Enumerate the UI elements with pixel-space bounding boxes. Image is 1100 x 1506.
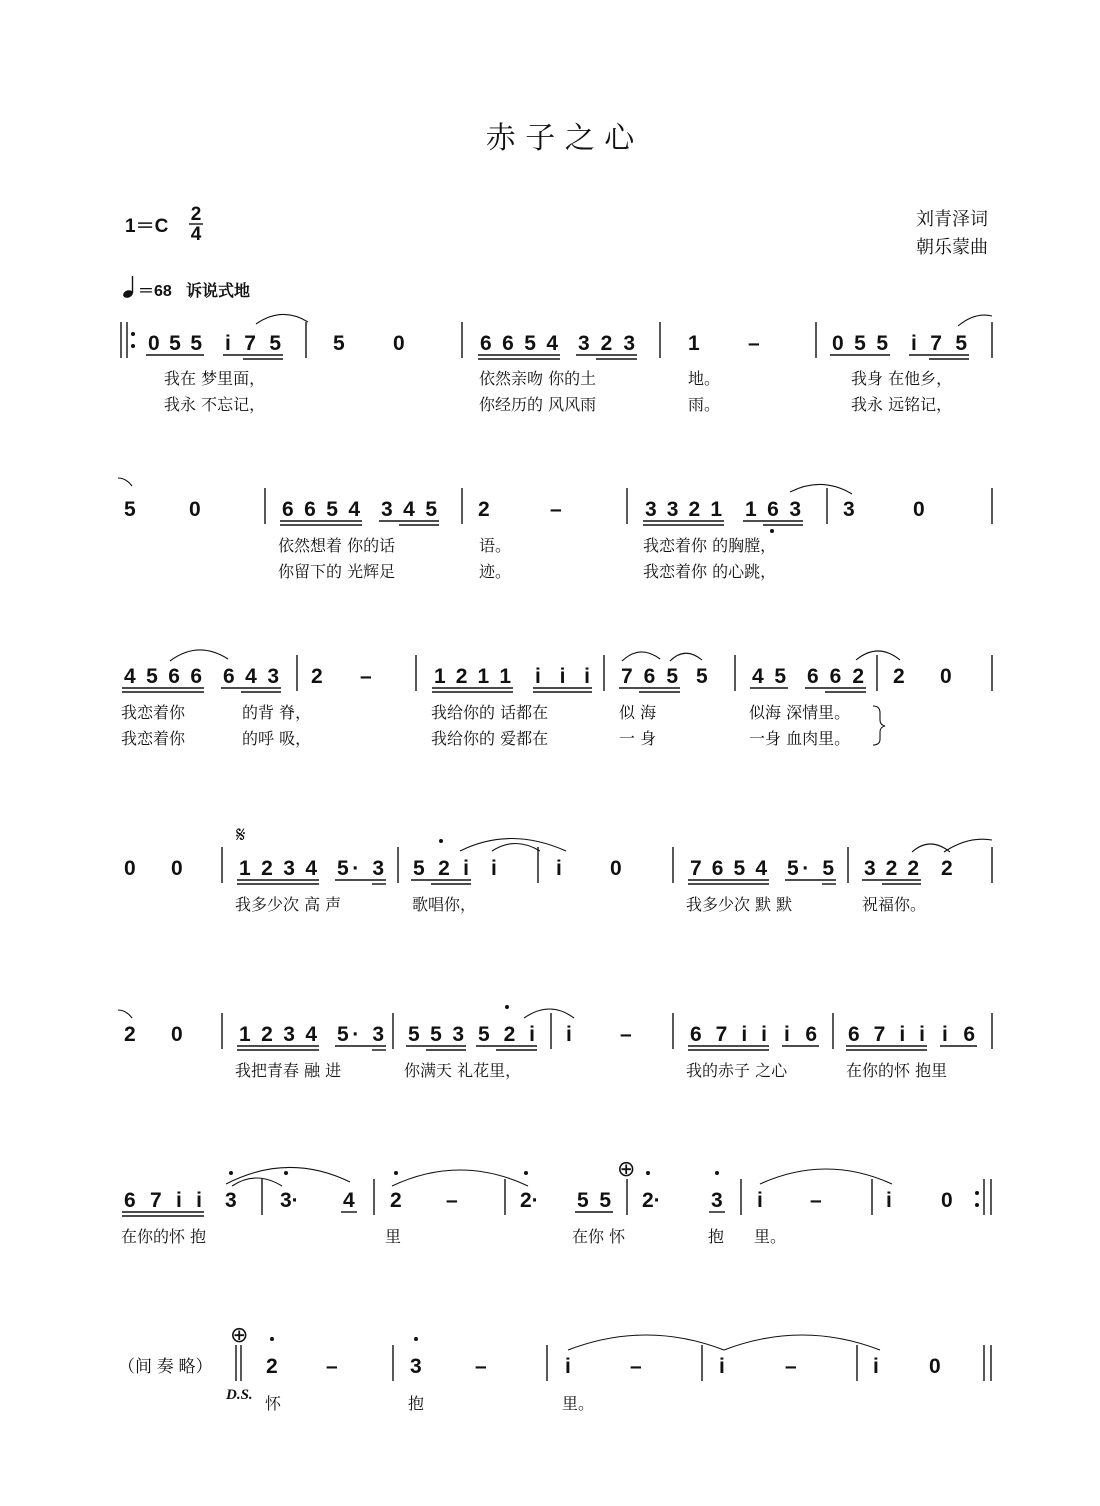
lyric: 我给你的 话都在 — [431, 703, 549, 722]
note: 5 — [696, 665, 708, 688]
song-title: 赤 子 之 心 — [485, 121, 635, 156]
note: i — [491, 857, 497, 880]
high-octave-dot — [414, 1337, 418, 1341]
repeat-dot — [975, 1191, 979, 1195]
high-octave-dot — [715, 1171, 719, 1175]
note: 2 — [311, 665, 323, 688]
staff-line-5 — [118, 1005, 992, 1080]
high-octave-dot — [394, 1171, 398, 1175]
note: 2 — [893, 665, 905, 688]
high-octave-dot — [439, 839, 443, 843]
tie — [118, 478, 132, 486]
note: 2 — [941, 857, 953, 880]
lyric: 依然想着 你的话 — [278, 536, 396, 555]
note: 2 — [478, 498, 490, 521]
lyric: 祝福你。 — [862, 895, 927, 914]
note-group: 3 4 5 — [381, 498, 437, 521]
lyric: 似 海 — [619, 703, 657, 722]
lyric: 抱 — [708, 1227, 725, 1246]
dash: – — [630, 1355, 642, 1378]
lyric: 我恋着你 的心跳， — [643, 562, 777, 581]
high-octave-dot — [646, 1171, 650, 1175]
note-group: 5 2 i — [413, 857, 469, 880]
note: 3 — [711, 1189, 723, 1212]
segno-sign: 𝄋 — [236, 823, 246, 848]
repeat-dot — [131, 332, 135, 336]
lyric: 似海 深情里。 — [749, 703, 851, 722]
composer: 朝乐蒙曲 — [916, 237, 988, 258]
lyric: 在你 怀 — [572, 1227, 626, 1246]
note: 2 — [266, 1355, 278, 1378]
rest: 0 — [929, 1355, 941, 1378]
key-signature: 1＝C — [125, 216, 169, 237]
lyric: 歌唱你， — [412, 895, 477, 914]
note: 2 — [124, 1023, 136, 1046]
tie — [392, 1170, 528, 1186]
note-group: 3 3 2 1 — [645, 498, 722, 521]
note: 2· — [642, 1189, 661, 1212]
low-octave-dot — [770, 529, 774, 533]
rest: 0 — [189, 498, 201, 521]
tie — [256, 314, 308, 324]
note: 5 — [333, 332, 345, 355]
lyric: 你满天 礼花里， — [404, 1061, 522, 1080]
note: i — [565, 1355, 571, 1378]
lyric: 地。 — [688, 369, 721, 388]
note: 3 — [843, 498, 855, 521]
note: i — [556, 857, 562, 880]
lyric: 迹。 — [479, 562, 512, 581]
note: 1 — [688, 332, 700, 355]
note-group: i 6 — [784, 1023, 817, 1046]
note-group: 6 7 i i — [690, 1023, 767, 1046]
lyric: 里。 — [754, 1227, 787, 1246]
note-group: 1 2 3 4 — [239, 1023, 317, 1046]
dash: – — [446, 1189, 458, 1212]
lyric: 我多少次 默 默 — [686, 895, 793, 914]
tie — [670, 653, 702, 661]
staff-line-2 — [118, 478, 992, 581]
rest: 0 — [393, 332, 405, 355]
note-group: 6 4 3 — [223, 665, 279, 688]
note-group: 5· 3 — [337, 857, 384, 880]
note-group: 6 6 2 — [807, 665, 864, 688]
repeat-dot — [131, 344, 135, 348]
note-group: 5· 3 — [337, 1023, 384, 1046]
note: 3 — [225, 1189, 237, 1212]
lyric: 一 身 — [619, 729, 657, 748]
staff-line-4 — [124, 823, 992, 914]
note-group: 6 6 5 4 — [282, 498, 360, 521]
note-group: 5 5 — [577, 1189, 611, 1212]
staff-line-3 — [121, 650, 992, 748]
dash: – — [550, 498, 562, 521]
tempo-bpm: ＝68 — [138, 283, 172, 300]
lyric: 依然亲吻 你的土 — [479, 369, 597, 388]
tie — [524, 1009, 574, 1018]
time-signature-top: 2 — [190, 204, 202, 225]
lyric: 怀 — [265, 1394, 282, 1413]
tie — [790, 484, 852, 494]
time-signature-bottom: 4 — [190, 224, 202, 245]
high-octave-dot — [284, 1171, 288, 1175]
lyric: 我多少次 高 声 — [235, 895, 342, 914]
lyric: 你留下的 光辉足 — [278, 562, 396, 581]
ds-mark: D.S. — [226, 1387, 253, 1403]
note-group: 4 5 — [752, 665, 786, 688]
tempo-expression: 诉说式地 — [186, 283, 251, 300]
tie — [232, 1178, 282, 1186]
lyric: 我恋着你 的胸膛， — [643, 536, 777, 555]
slur — [622, 652, 660, 661]
lyric: 我恋着你 — [121, 703, 186, 722]
rest: 0 — [124, 857, 136, 880]
note: 2· — [520, 1189, 539, 1212]
tie — [170, 650, 228, 661]
tie — [118, 1010, 132, 1018]
dash: – — [475, 1355, 487, 1378]
tie — [492, 844, 540, 852]
dash: – — [360, 665, 372, 688]
note-group: 7 6 5 4 — [690, 857, 767, 880]
lyric: 我在 梦里面， — [164, 369, 266, 388]
lyric: 你经历的 风风雨 — [479, 395, 597, 414]
note: i — [719, 1355, 725, 1378]
high-octave-dot — [524, 1171, 528, 1175]
lyric: 我身 在他乡， — [851, 369, 953, 388]
dash: – — [748, 332, 760, 355]
dash: – — [785, 1355, 797, 1378]
note: i — [757, 1189, 763, 1212]
lyric: 的呼 吸， — [242, 729, 312, 748]
note-group: 6 6 5 4 — [480, 332, 558, 355]
note-group: 7 6 5 — [621, 665, 678, 688]
note-group: 3 2 2 — [864, 857, 919, 880]
tie — [944, 839, 992, 852]
note-group: 5 2 i — [478, 1023, 535, 1046]
note: i — [873, 1355, 879, 1378]
rest: 0 — [940, 665, 952, 688]
lyric: 我的赤子 之心 — [686, 1061, 788, 1080]
note-group: 0 5 5 — [832, 332, 888, 355]
note: 2 — [390, 1189, 402, 1212]
lyric: 我恋着你 — [121, 729, 186, 748]
tie — [958, 315, 992, 326]
lyric: 一身 血肉里。 — [749, 729, 851, 748]
rest: 0 — [171, 1023, 183, 1046]
staff-line-7 — [118, 1323, 991, 1413]
note-group: 5· 5 — [787, 857, 834, 880]
note-group: 1 2 3 4 — [239, 857, 317, 880]
coda-sign: ⊕ — [230, 1323, 249, 1348]
dash: – — [620, 1023, 632, 1046]
note-group: 3 2 3 — [578, 332, 635, 355]
note-group: 1 6 3 — [745, 498, 801, 521]
dash: – — [810, 1189, 822, 1212]
quarter-note-icon — [122, 276, 134, 299]
note-group: 4 5 6 6 — [124, 665, 202, 688]
tie — [912, 844, 950, 852]
note-group: 0 5 5 — [148, 332, 202, 355]
dash: – — [326, 1355, 338, 1378]
note-group: 5 5 3 — [408, 1023, 464, 1046]
lyric: 我把青春 融 进 — [235, 1061, 342, 1080]
coda-sign: ⊕ — [617, 1157, 636, 1182]
note-group: 6 7 i i — [124, 1189, 202, 1212]
note-group: 6 7 i i — [848, 1023, 925, 1046]
note: 5 — [124, 498, 136, 521]
note: 4 — [343, 1189, 355, 1212]
note: i — [566, 1023, 572, 1046]
rest: 0 — [941, 1189, 953, 1212]
lyric: 语。 — [479, 536, 512, 555]
lyric: 在你的怀 抱里 — [846, 1061, 948, 1080]
note-group: 1 2 1 1 — [434, 665, 511, 688]
note: 3· — [280, 1189, 299, 1212]
tie — [226, 1167, 350, 1184]
lyric: 里。 — [562, 1394, 595, 1413]
tie — [460, 839, 566, 852]
lyric: 雨。 — [688, 395, 721, 414]
lyric: 我永 不忘记， — [164, 395, 266, 414]
rest: 0 — [610, 857, 622, 880]
tie — [568, 1335, 724, 1350]
note-group: i 7 5 — [911, 332, 967, 355]
lyric: 里 — [385, 1227, 402, 1246]
brace — [873, 706, 885, 745]
interlude-label: （间 奏 略） — [118, 1357, 213, 1376]
tie — [856, 651, 900, 660]
lyric: 在你的怀 抱 — [121, 1227, 207, 1246]
note-group: i 6 — [942, 1023, 975, 1046]
high-octave-dot — [270, 1337, 274, 1341]
staff-line-6 — [121, 1157, 991, 1246]
lyric: 我永 远铭记， — [851, 395, 953, 414]
lyricist: 刘青泽词 — [916, 209, 988, 230]
lyric: 我给你的 爱都在 — [431, 729, 549, 748]
note-group: i i i — [535, 665, 590, 688]
repeat-dot — [975, 1203, 979, 1207]
rest: 0 — [913, 498, 925, 521]
high-octave-dot — [505, 1005, 509, 1009]
high-octave-dot — [229, 1171, 233, 1175]
lyric: 的背 脊， — [242, 703, 312, 722]
note: 3 — [410, 1355, 422, 1378]
lyric: 抱 — [408, 1394, 425, 1413]
rest: 0 — [171, 857, 183, 880]
note: i — [886, 1189, 892, 1212]
note-group: i 7 5 — [225, 332, 281, 355]
staff-line-1 — [121, 314, 992, 414]
